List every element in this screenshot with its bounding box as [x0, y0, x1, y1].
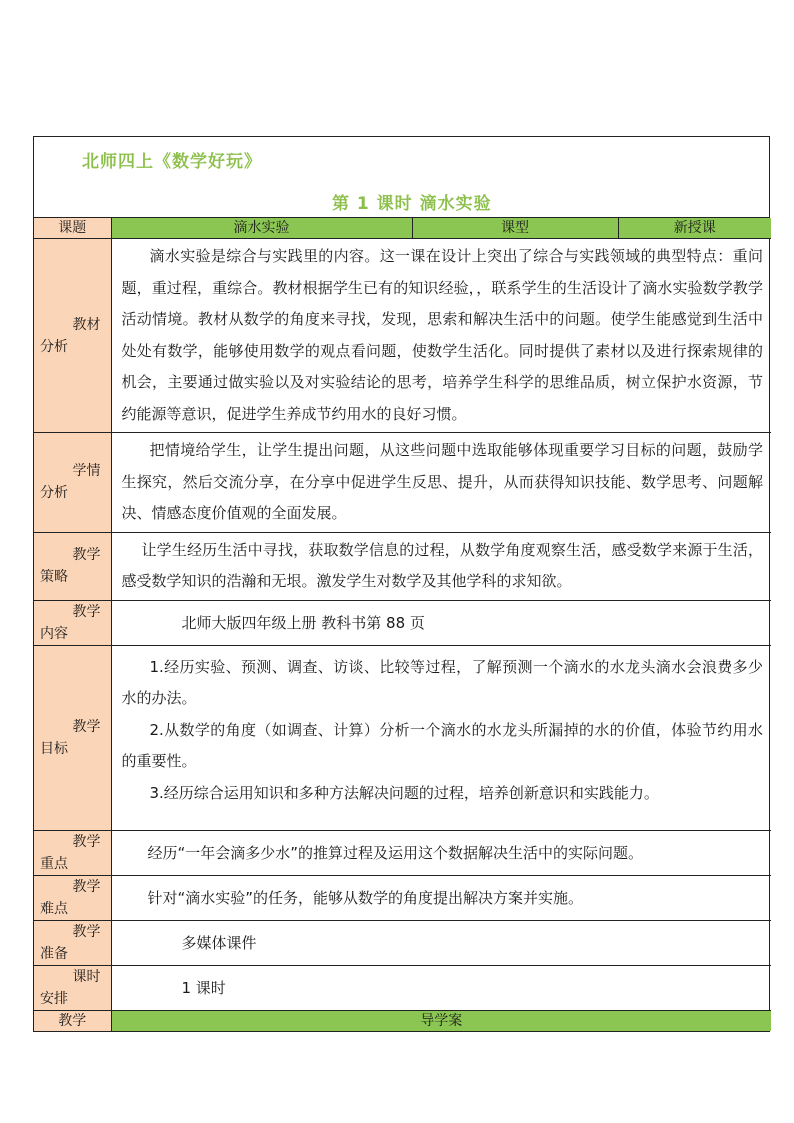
- type-value: 新授课: [618, 218, 771, 239]
- label-line-1: 教学: [72, 603, 101, 620]
- strategy-label: [34, 532, 111, 600]
- strategy-paragraph: 让学生经历生活中寻找，获取数学信息的过程，从数学角度观察生活，感受数学来源于生活，感受数学知识的浩瀚和无垠。激发学生对数学及其他学科的求知欲。: [121, 540, 763, 590]
- document-title: 北师四上《数学好玩》: [82, 152, 262, 172]
- type-label: 课型: [412, 218, 618, 239]
- preparation-label: [34, 920, 111, 965]
- label-line-2: 难点: [40, 900, 68, 917]
- material-paragraph: 滴水实验是综合与实践里的内容。这一课在设计上突出了综合与实践领域的典型特点：重问题，重过程，重综合。教材根据学生已有的知识经验，，联系学生的生活设计了滴水实验数学教学活动情境。教材从数学的角度来寻找，发现，思索和解决生活中的问题。使学生能感觉到生活中处处有数学，能够使用数学的观点看问题，使数学生活化。同时提供了素材以及进行探索规律的机会，主要通过做实验以及对实验结论的思考，培养学生科学的思维品质，树立保护水资源，节约能源等意识，促进学生养成节约用水的良好习惯。: [121, 247, 763, 423]
- difficulties-text: 针对“滴水实验”的任务，能够从数学的角度提出解决方案并实施。: [111, 875, 771, 920]
- strategy-row: [34, 532, 771, 600]
- lesson-title: 第 1 课时 滴水实验: [332, 194, 492, 214]
- material-analysis-label: [34, 239, 111, 433]
- lesson-plan-table: [34, 218, 771, 1031]
- schedule-row: [34, 965, 771, 1010]
- key-points-row: [34, 830, 771, 875]
- label-line-2: 策略: [40, 569, 68, 585]
- student-analysis-row: [34, 433, 771, 533]
- schedule-label: [34, 965, 111, 1010]
- label-line-2: 安排: [40, 990, 68, 1007]
- label-line-2: 分析: [40, 338, 68, 355]
- label-line-1: 课时: [72, 968, 101, 985]
- label-line-2: 内容: [40, 625, 68, 642]
- material-analysis-text: [111, 239, 771, 433]
- label-line-2: 目标: [40, 740, 68, 757]
- lesson-plan-sheet: [33, 136, 770, 1032]
- content-text: 北师大版四年级上册 教科书第 88 页: [111, 600, 771, 645]
- difficulties-label: [34, 875, 111, 920]
- footer-value: 导学案: [111, 1010, 771, 1031]
- material-analysis-row: [34, 239, 771, 433]
- label-line-1: 教学: [72, 878, 101, 895]
- goals-label: [34, 645, 111, 830]
- key-points-text: 经历“一年会滴多少水”的推算过程及运用这个数据解决生活中的实际问题。: [111, 830, 771, 875]
- topic-row: [34, 218, 771, 239]
- difficulties-row: [34, 875, 771, 920]
- label-line-1: 教材: [72, 316, 101, 333]
- label-line-1: 教学: [72, 833, 101, 850]
- preparation-text: 多媒体课件: [111, 920, 771, 965]
- schedule-text: 1 课时: [111, 965, 771, 1010]
- label-line-2: 准备: [40, 945, 68, 962]
- student-paragraph: 把情境给学生，让学生提出问题，从这些问题中选取能够体现重要学习目标的问题，鼓励学生探究，然后交流分享，在分享中促进学生反思、提升，从而获得知识技能、数学思考、问题解决、情感态度价值观的全面发展。: [121, 441, 763, 522]
- student-analysis-label: [34, 433, 111, 533]
- label-line-1: 教学: [72, 923, 101, 940]
- topic-value: 滴水实验: [111, 218, 412, 239]
- strategy-text: [111, 532, 771, 600]
- topic-label: 课题: [34, 218, 111, 239]
- goals-list: [111, 645, 771, 830]
- key-points-label: [34, 830, 111, 875]
- label-line-1: 教学: [72, 547, 101, 563]
- footer-row: [34, 1010, 771, 1031]
- label-line-2: 重点: [40, 855, 68, 872]
- student-analysis-text: [111, 433, 771, 533]
- title-block: [34, 137, 769, 218]
- content-row: [34, 600, 771, 645]
- footer-label: 教学: [34, 1010, 111, 1031]
- goals-row: [34, 645, 771, 830]
- label-line-1: 教学: [72, 718, 101, 735]
- preparation-row: [34, 920, 771, 965]
- label-line-2: 分析: [40, 485, 68, 502]
- goal-item: 2.从数学的角度（如调查、计算）分析一个滴水的水龙头所漏掉的水的价值，体验节约用水的重要性。: [121, 720, 763, 770]
- content-label: [34, 600, 111, 645]
- goal-item: 1.经历实验、预测、调查、访谈、比较等过程，了解预测一个滴水的水龙头滴水会浪费多少水的办法。: [121, 657, 763, 707]
- label-line-1: 学情: [72, 463, 101, 480]
- goal-item: 3.经历综合运用知识和多种方法解决问题的过程，培养创新意识和实践能力。: [149, 783, 659, 802]
